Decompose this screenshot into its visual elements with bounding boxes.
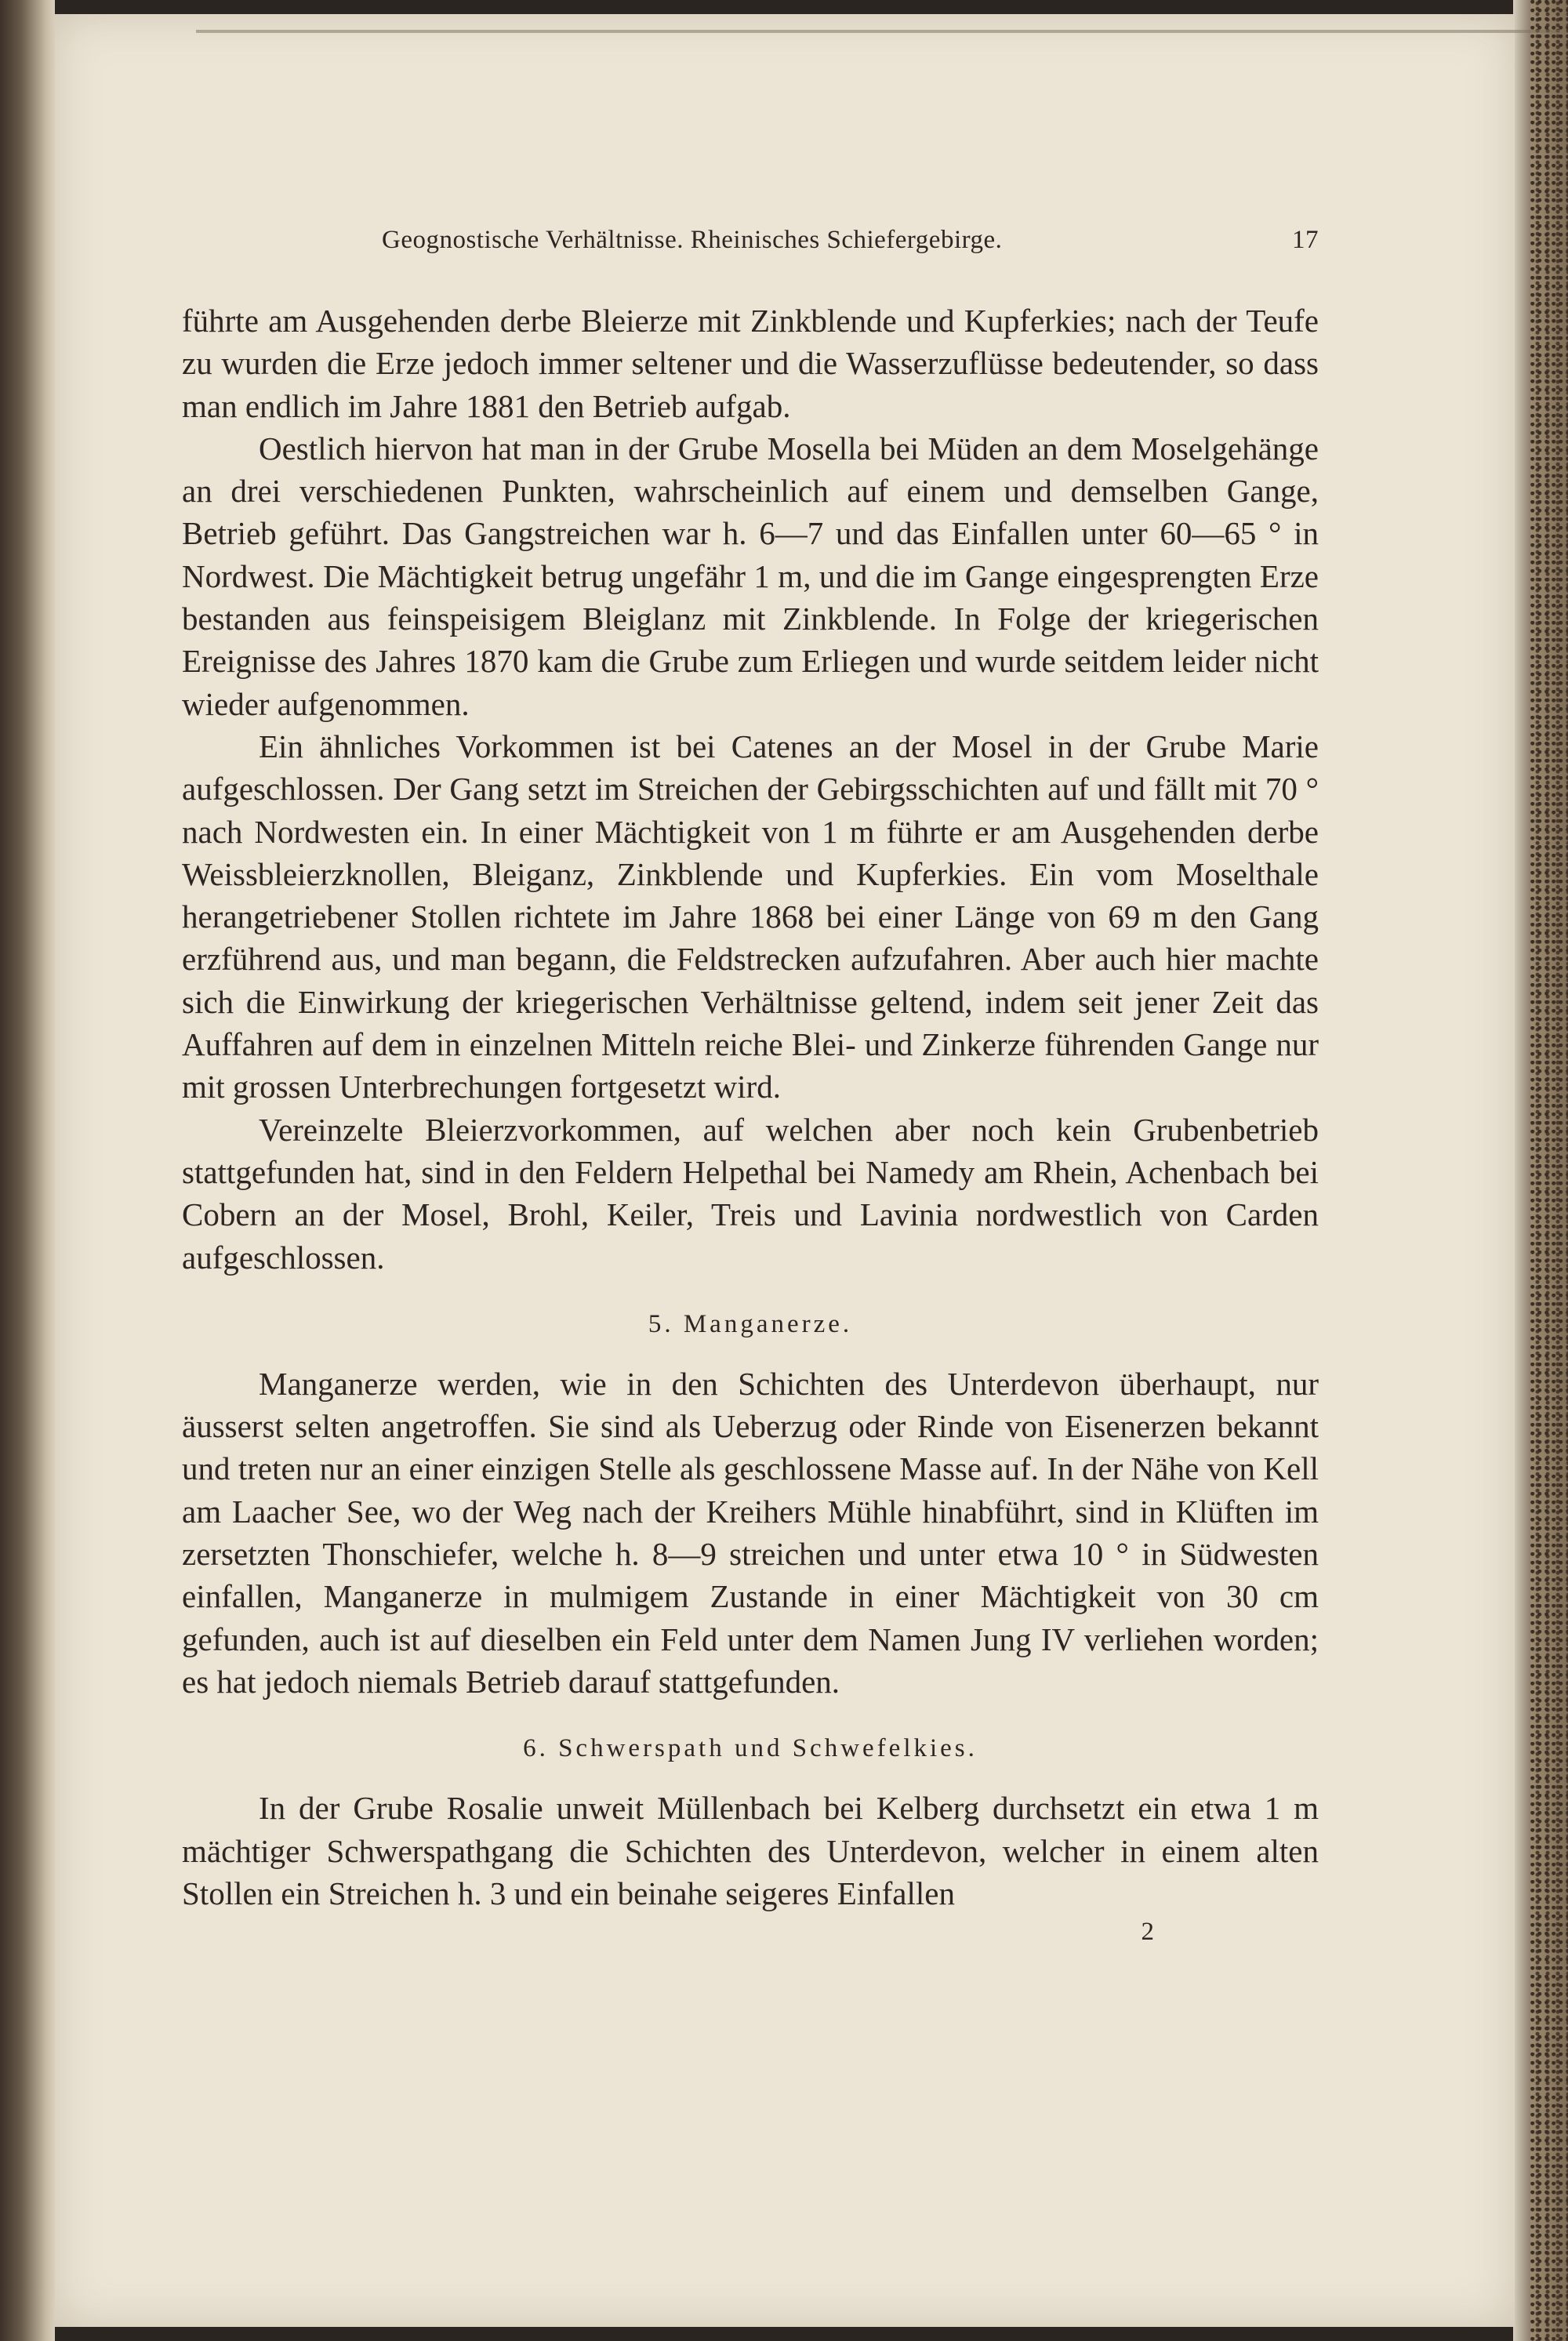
running-title: Geognostische Verhältnisse. Rheinisches Schiefergebirge. [382, 226, 1003, 254]
running-head [182, 220, 1319, 267]
section-heading-manganerze: 5. Manganerze. [648, 1309, 853, 1338]
paragraph-continuation: führte am Ausgehenden derbe Bleierze mit Zinkblende und Kupferkies; nach der Teufe zu wurden die Erze jedoch immer seltener und die Wasserzuflüsse bedeutender, so dass man endlich im Jahre 1881 den Betrieb aufgab. [182, 303, 1319, 424]
page-text-block [182, 220, 1319, 1947]
page-number: 17 [1292, 226, 1319, 254]
top-rule [196, 30, 1560, 33]
signature-mark: 2 [1141, 1918, 1154, 1947]
book-binding [0, 0, 55, 2341]
paragraph-schwerspath: In der Grube Rosalie unweit Müllenbach bei Kelberg durchsetzt ein etwa 1 m mächtiger Schwerspathgang die Schichten des Unterdevon, welcher in einem alten Stollen ein Streichen h. 3 und ein beinahe seigeres Einfallen [182, 1790, 1319, 1911]
section-heading-schwerspath: 6. Schwerspath und Schwefelkies. [523, 1734, 978, 1763]
paragraph-manganerze: Manganerze werden, wie in den Schichten des Unterdevon überhaupt, nur äusserst selten angetroffen. Sie sind als Ueberzug oder Rinde von Eisenerzen bekannt und treten nur an einer einzigen Stelle als geschlossene Masse auf. In der Nähe von Kell am Laacher See, wo der Weg nach der Kreihers Mühle hinabführt, sind in Klüften im zersetzten Thonschiefer, welche h. 8—9 streichen und unter etwa 10 ° in Südwesten einfallen, Manganerze in mulmigem Zustande in einer Mächtigkeit von 30 cm gefunden, auch ist auf dieselben ein Feld unter dem Namen Jung IV verliehen worden; es hat jedoch niemals Betrieb darauf stattgefunden. [182, 1365, 1319, 1700]
page-edges [1530, 0, 1568, 2341]
paragraph-mosella: Oestlich hiervon hat man in der Grube Mosella bei Müden an dem Moselgehänge an drei verschiedenen Punkten, wahrscheinlich auf einem und demselben Gange, Betrieb geführt. Das Gangstreichen war h. 6—7 und das Einfallen unter 60—65 ° in Nordwest. Die Mächtigkeit betrug ungefähr 1 m, und die im Gange eingesprengten Erze bestanden aus feinspeisigem Bleiglanz mit Zinkblende. In Folge der kriegerischen Ereignisse des Jahres 1870 kam die Grube zum Erliegen und wurde seitdem leider nicht wieder aufgenommen. [182, 430, 1319, 722]
paragraph-vereinzelte: Vereinzelte Bleierzvorkommen, auf welchen aber noch kein Grubenbetrieb stattgefunden hat, sind in den Feldern Helpethal bei Namedy am Rhein, Achenbach bei Cobern an der Mosel, Brohl, Keiler, Treis und Lavinia nordwestlich von Carden aufgeschlossen. [182, 1111, 1319, 1276]
paragraph-catenes: Ein ähnliches Vorkommen ist bei Catenes an der Mosel in der Grube Marie aufgeschlossen. Der Gang setzt im Streichen der Gebirgsschichten auf und fällt mit 70 ° nach Nordwesten ein. In einer Mächtigkeit von 1 m führte er am Ausgehenden derbe Weissbleierzknollen, Bleiganz, Zinkblende und Kupferkies. Ein vom Moselthale herangetriebener Stollen richtete im Jahre 1868 bei einer Länge von 69 m den Gang erzführend aus, und man begann, die Feldstrecken aufzufahren. Aber auch hier machte sich die Einwirkung der kriegerischen Verhältnisse geltend, indem seit jener Zeit das Auffahren auf dem in einzelnen Mitteln reiche Blei- und Zinkerze führenden Gange nur mit grossen Unterbrechungen fortgesetzt wird. [182, 728, 1319, 1105]
page-edge-shadow [1513, 0, 1530, 2341]
